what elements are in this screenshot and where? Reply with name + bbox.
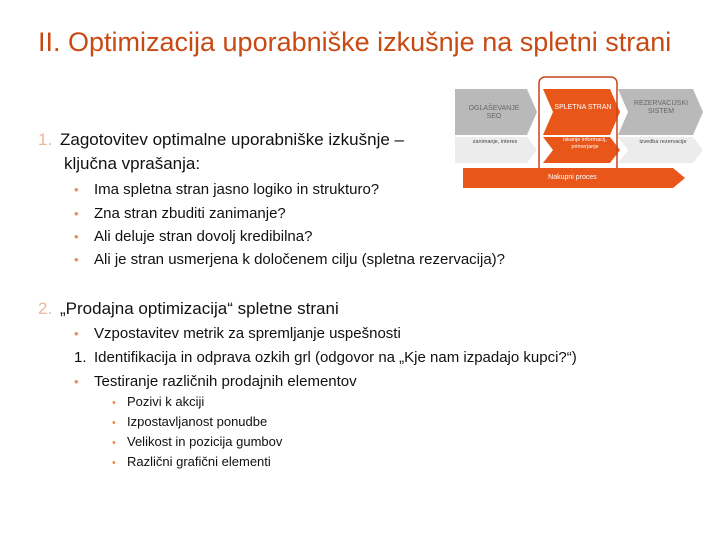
diagram-sub-booking: izvedba rezervacije — [639, 139, 687, 145]
list-item — [74, 372, 357, 392]
list-item — [74, 204, 286, 224]
section-2-heading — [38, 297, 339, 321]
list-number: 1. — [74, 349, 87, 366]
list-item-text: Ali deluje stran dovolj kredibilna? — [94, 228, 313, 245]
diagram-box-advertising: OGLAŠEVANJE SEO — [468, 105, 520, 120]
sub-list-item — [112, 453, 271, 472]
bullet-icon: • — [74, 252, 79, 267]
sub-list-item-text: Pozivi k akciji — [127, 394, 205, 409]
sub-list-item — [112, 413, 267, 432]
diagram-arrow-label: Nakupni proces — [548, 174, 597, 181]
list-item — [74, 250, 505, 270]
bullet-icon: • — [74, 229, 79, 244]
list-item-text: Identifikacija in odprava ozkih grl (odgovor na „Kje nam izpadajo kupci?“) — [94, 349, 577, 366]
bullet-icon: • — [74, 374, 79, 389]
purchase-process-diagram — [455, 75, 720, 190]
section-1-heading-line1: Zagotovitev optimalne uporabniške izkušnje – — [60, 130, 404, 149]
list-item-text: Ima spletna stran jasno logiko in strukturo? — [94, 181, 380, 198]
section-1-number: 1. — [38, 130, 53, 149]
list-item — [74, 324, 401, 344]
section-1-heading-line2: ključna vprašanja: — [64, 154, 201, 173]
sub-list-item-text: Različni grafični elementi — [127, 454, 271, 469]
section-2-number: 2. — [38, 299, 53, 318]
diagram-sub-interest: zanimanje, interes — [472, 139, 518, 145]
section-1-heading — [38, 128, 458, 176]
section-2-heading-text: „Prodajna optimizacija“ spletne strani — [60, 299, 339, 318]
list-item — [74, 348, 577, 368]
sub-list-item — [112, 393, 204, 412]
bullet-icon: • — [74, 182, 79, 197]
list-item — [74, 227, 312, 247]
bullet-icon: • — [112, 457, 116, 469]
list-item — [74, 180, 379, 200]
list-item-text: Vzpostavitev metrik za spremljanje uspešnosti — [94, 325, 401, 342]
sub-list-item — [112, 433, 282, 452]
diagram-box-website: SPLETNA STRAN — [554, 104, 612, 111]
diagram-sub-search: iskanje informacij, primerjanje — [563, 137, 607, 150]
list-item-text: Testiranje različnih prodajnih elementov — [94, 373, 357, 390]
sub-list-item-text: Izpostavljanost ponudbe — [127, 414, 268, 429]
slide-title: II. Optimizacija uporabniške izkušnje na spletni strani — [38, 27, 672, 57]
bullet-icon: • — [74, 206, 79, 221]
sub-list-item-text: Velikost in pozicija gumbov — [127, 434, 283, 449]
diagram-box-booking-system: REZERVACIJSKI SISTEM — [633, 100, 689, 115]
list-item-text: Ali je stran usmerjena k določenem cilju (spletna rezervacija)? — [94, 251, 506, 268]
bullet-icon: • — [74, 326, 79, 341]
bullet-icon: • — [112, 437, 116, 449]
list-item-text: Zna stran zbuditi zanimanje? — [94, 205, 286, 222]
bullet-icon: • — [112, 417, 116, 429]
bullet-icon: • — [112, 397, 116, 409]
